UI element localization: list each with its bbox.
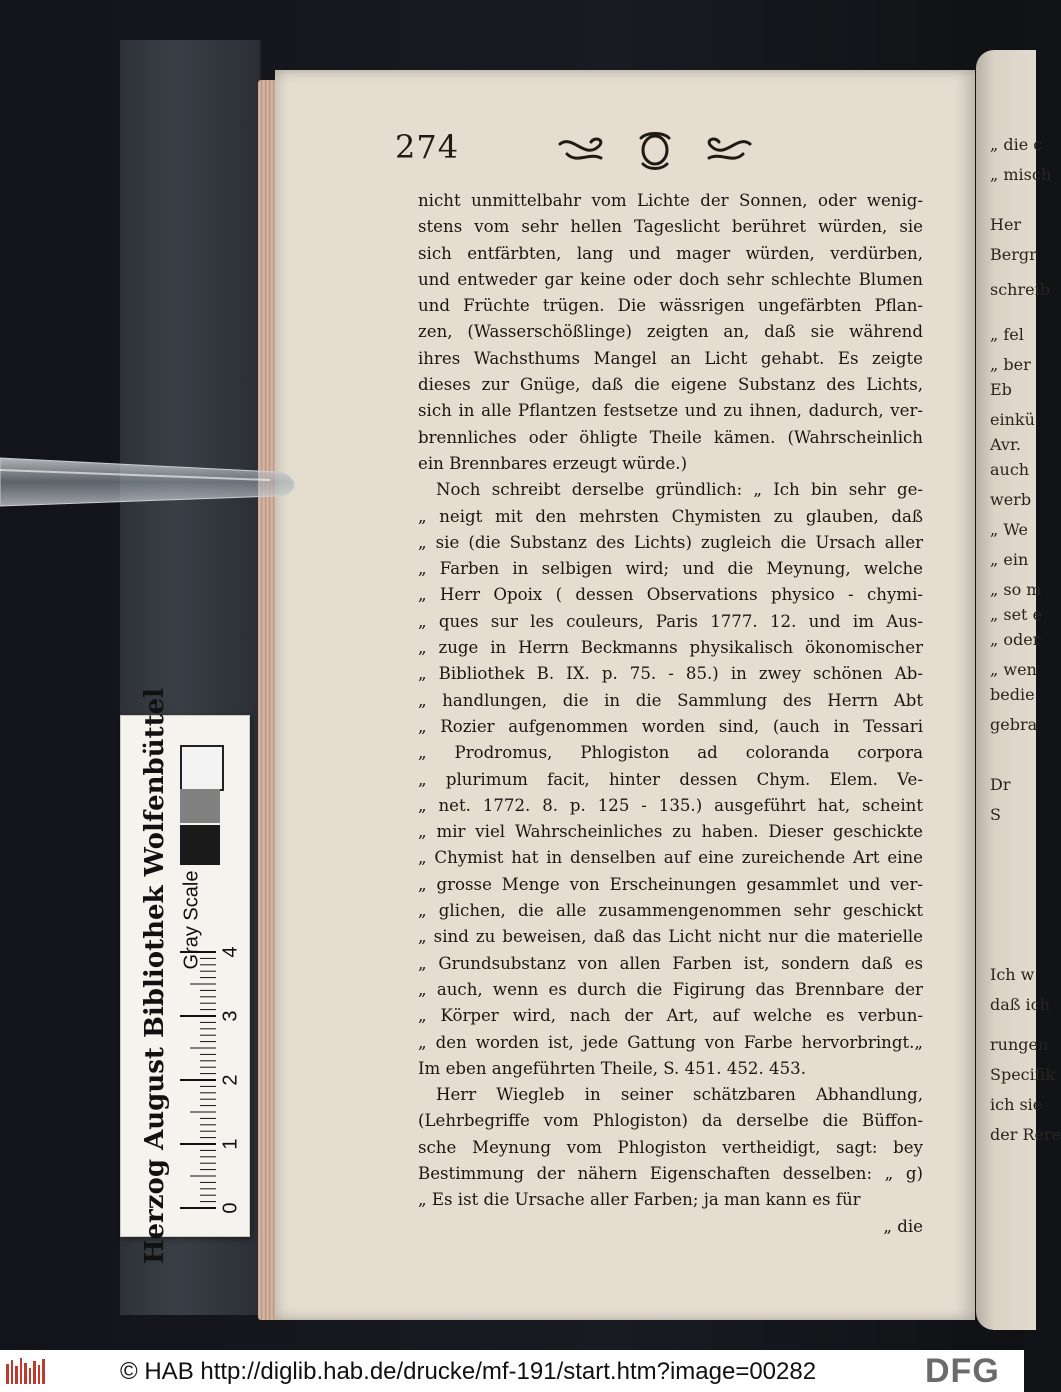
- text-line: „ Grundsubstanz von allen Farben ist, sondern daß es: [418, 953, 923, 973]
- next-page-fragment: Avr.: [990, 435, 1021, 454]
- text-line: „ neigt mit den mehrsten Chymisten zu glauben, daß: [418, 506, 923, 526]
- text-line: „ Rozier aufgenommen worden sind, (auch in Tessari: [418, 716, 923, 736]
- text-line: „ net. 1772. 8. p. 125 - 135.) ausgeführt hat, scheint: [418, 795, 923, 815]
- next-page-fragment: ich sie: [990, 1095, 1043, 1114]
- text-line: stens vom sehr hellen Tageslicht berühret würden, sie: [418, 217, 923, 237]
- text-line: Bestimmung der nähern Eigenschaften desselben: „ g): [418, 1163, 923, 1183]
- next-page-fragment: „ fel: [990, 325, 1024, 344]
- next-page-fragment: S: [990, 805, 1001, 824]
- text-line: sche Meynung vom Phlogiston vertheidigt, sagt: bey: [418, 1137, 923, 1157]
- text-line: „ handlungen, die in die Sammlung des Herrn Abt: [418, 690, 923, 710]
- text-line: „ glichen, die alle zusammengenommen sehr geschickt: [418, 901, 923, 921]
- text-line: Noch schreibt derselbe gründlich: „ Ich bin sehr ge-: [436, 480, 923, 500]
- next-page-fragment: „ die c: [990, 135, 1043, 154]
- ruler-number: 2: [219, 1074, 242, 1086]
- text-line: „ zuge in Herrn Beckmanns physikalisch ökonomischer: [418, 638, 923, 658]
- next-page-fragment: schreib: [990, 280, 1050, 299]
- next-page-fragment: gebra: [990, 715, 1038, 734]
- gray-scale-label: Gray Scale: [180, 870, 203, 970]
- text-line: „ plurimum facit, hinter dessen Chym. Elem. Ve-: [418, 769, 923, 789]
- next-page-fragment: Eb: [990, 380, 1012, 399]
- next-page-fragment: „ set e: [990, 605, 1043, 624]
- next-page-fragment: einkü: [990, 410, 1035, 429]
- text-line: „ mir viel Wahrscheinliches zu haben. Dieser geschickte: [418, 822, 923, 842]
- ruler-number: 1: [219, 1138, 242, 1150]
- text-line: „ Bibliothek B. IX. p. 75. - 85.) in zwey schönen Ab-: [418, 664, 923, 684]
- text-line: ihres Wachsthums Mangel an Licht gehabt. Es zeigte: [418, 348, 923, 368]
- text-line: brennliches oder öhligte Theile kämen. (Wahrscheinlich: [418, 427, 923, 447]
- next-page-fragment: „ wen: [990, 660, 1037, 679]
- next-page-fragment: „ ein: [990, 550, 1029, 569]
- text-line: „ Herr Opoix ( dessen Observations physico - chymi-: [418, 585, 923, 605]
- text-line: sich in alle Pflantzen festsetze und zu ihnen, dadurch, ver-: [418, 401, 923, 421]
- next-page-fragment: Her: [990, 215, 1022, 234]
- next-page-fragment: werb: [990, 490, 1032, 509]
- footer-bar: [0, 1350, 1024, 1392]
- next-page-fragment: „ so m: [990, 580, 1042, 599]
- next-page-fragment: rungen: [990, 1035, 1049, 1054]
- text-line: ein Brennbares erzeugt würde.): [418, 453, 688, 473]
- ruler-number: 3: [219, 1010, 242, 1022]
- text-line: „ sie (die Substanz des Lichts) zugleich die Ursach aller: [418, 532, 923, 552]
- text-line: „ sind zu beweisen, daß das Licht nicht nur die materielle: [418, 927, 923, 947]
- text-line: „ grosse Menge von Erscheinungen gesammlet und ver-: [418, 874, 923, 894]
- next-page-fragment: Ich w: [990, 965, 1035, 984]
- next-page-fragment: Bergr: [990, 245, 1037, 264]
- swatch-dark: [180, 825, 220, 865]
- next-page-fragment: „ We: [990, 520, 1028, 539]
- text-line: „ ques sur les couleurs, Paris 1777. 12. und im Aus-: [418, 611, 923, 631]
- next-page-fragment: „ ber: [990, 355, 1031, 374]
- text-line: Im eben angeführten Theile, S. 451. 452. 453.: [418, 1058, 806, 1078]
- text-line: dieses zur Gnüge, daß die eigene Substanz des Lichts,: [418, 375, 923, 395]
- acrylic-page-holder: [0, 450, 300, 510]
- next-page-fragment: daß ich: [990, 995, 1050, 1014]
- text-line: „ den worden ist, jede Gattung von Farbe hervorbringt.„: [418, 1032, 923, 1052]
- copyright-url: © HAB http://diglib.hab.de/drucke/mf-191/start.htm?image=00282: [120, 1358, 817, 1385]
- text-line: „ auch, wenn es durch die Figirung das Brennbare der: [418, 979, 923, 999]
- scale-card-title: Herzog August Bibliothek Wolfenbüttel: [140, 687, 170, 1265]
- text-line: „ Es ist die Ursache aller Farben; ja man kann es für: [418, 1190, 861, 1210]
- next-page-fragment: „ misch: [990, 165, 1052, 184]
- swatch-light: [180, 745, 224, 791]
- next-page-fragment: auch: [990, 460, 1030, 479]
- ruler-number: 4: [219, 946, 242, 958]
- next-page-fragment: Dr: [990, 775, 1011, 794]
- hab-barcode-logo-icon: [6, 1358, 46, 1384]
- text-line: „ Prodromus, Phlogiston ad coloranda corpora: [418, 743, 923, 763]
- text-line: zen, (Wasserschößlinge) zeigten an, daß sie während: [418, 322, 923, 342]
- text-line: und Früchte trügen. Die wässrigen ungefärbten Pflan-: [418, 296, 923, 316]
- text-line: (Lehrbegriffe vom Phlogiston) da derselbe die Büffon-: [418, 1111, 923, 1131]
- next-page-fragment: bedie: [990, 685, 1035, 704]
- dfg-logo: DFG: [925, 1352, 1000, 1390]
- printer-ornament-icon: [555, 130, 755, 170]
- ruler-number: 0: [219, 1202, 242, 1214]
- page-header: [395, 128, 925, 176]
- swatch-mid: [180, 789, 220, 823]
- page-number: 274: [395, 128, 460, 166]
- next-page-fragment: Specifik: [990, 1065, 1056, 1084]
- text-line: Herr Wiegleb in seiner schätzbaren Abhandlung,: [436, 1085, 923, 1105]
- ruler-ticks: [176, 940, 216, 1220]
- text-line: sich entfärbten, lang und mager würden, verdürben,: [418, 243, 923, 263]
- text-line: und entweder gar keine oder doch sehr schlechte Blumen: [418, 269, 923, 289]
- text-line: „ Körper wird, nach der Art, auf welche es verbun-: [418, 1006, 923, 1026]
- next-page-fragment: „ oder: [990, 630, 1041, 649]
- next-page-edge: [976, 50, 1061, 1330]
- text-line: „ Farben in selbigen wird; und die Meynung, welche: [418, 559, 923, 579]
- text-line: nicht unmittelbahr vom Lichte der Sonnen, oder wenig-: [418, 191, 923, 210]
- catchword: „ die: [883, 1216, 923, 1236]
- text-line: „ Chymist hat in denselben auf eine zureichende Art eine: [418, 848, 923, 868]
- body-text: [418, 188, 923, 1240]
- next-page-fragment: der Rere: [990, 1125, 1061, 1144]
